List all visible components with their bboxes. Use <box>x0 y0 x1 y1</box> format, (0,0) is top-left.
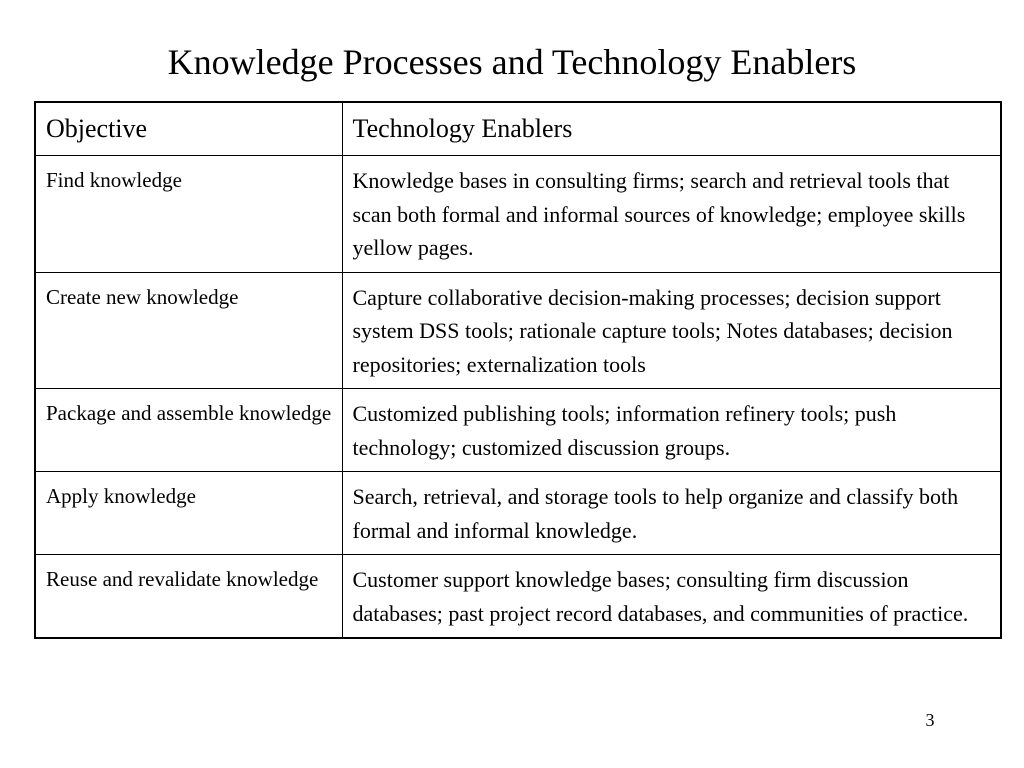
slide-title: Knowledge Processes and Technology Enablers <box>167 42 857 82</box>
table-row <box>35 389 1001 472</box>
objective-cell: Find knowledge <box>35 156 342 273</box>
enablers-cell: Capture collaborative decision-making processes; decision support system DSS tools; rationale capture tools; Notes databases; decision repositories; externalization tools <box>342 272 1001 389</box>
objective-cell: Package and assemble knowledge <box>35 389 342 472</box>
enablers-cell: Search, retrieval, and storage tools to help organize and classify both formal and informal knowledge. <box>342 472 1001 555</box>
objective-cell: Apply knowledge <box>35 472 342 555</box>
table-row <box>35 472 1001 555</box>
enablers-cell: Knowledge bases in consulting firms; search and retrieval tools that scan both formal and informal sources of knowledge; employee skills yellow pages. <box>342 156 1001 273</box>
table-row <box>35 555 1001 639</box>
table-row <box>35 272 1001 389</box>
enablers-cell: Customized publishing tools; information refinery tools; push technology; customized discussion groups. <box>342 389 1001 472</box>
objective-cell: Reuse and revalidate knowledge <box>35 555 342 639</box>
page-number: 3 <box>925 710 935 730</box>
knowledge-processes-table <box>34 101 1002 639</box>
table-header-row <box>35 102 1001 156</box>
table-row <box>35 156 1001 273</box>
enablers-cell: Customer support knowledge bases; consulting firm discussion databases; past project record databases, and communities of practice. <box>342 555 1001 639</box>
objective-cell: Create new knowledge <box>35 272 342 389</box>
header-objective: Objective <box>35 102 342 156</box>
header-technology-enablers: Technology Enablers <box>342 102 1001 156</box>
